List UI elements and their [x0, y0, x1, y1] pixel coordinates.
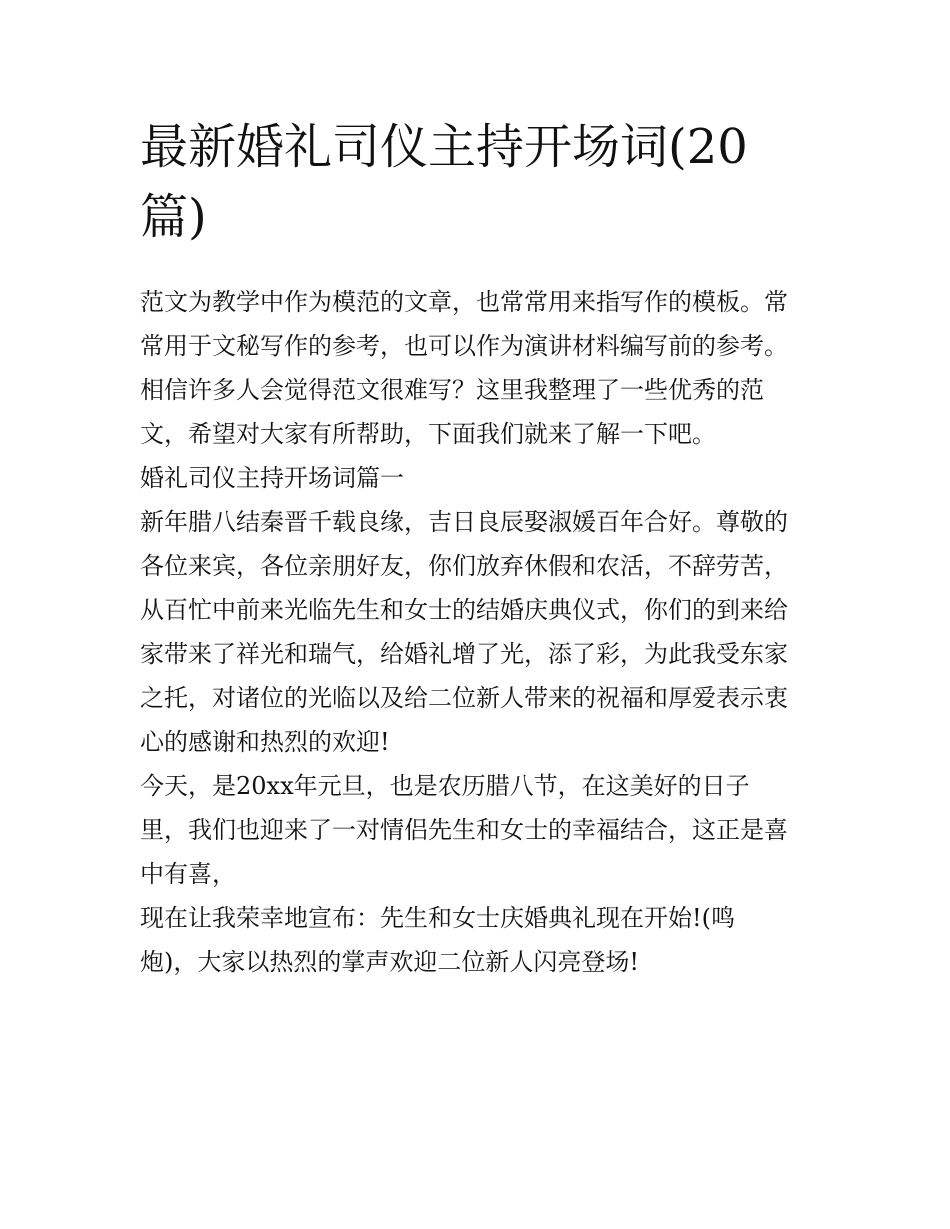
text-line: 常用于文秘写作的参考，也可以作为演讲材料编写前的参考。: [140, 332, 788, 360]
paragraph-2: [140, 764, 820, 896]
text-line: 各位来宾，各位亲朋好友，你们放弃休假和农活，不辞劳苦，: [140, 552, 788, 580]
title-line: 最新婚礼司仪主持开场词(20: [140, 119, 748, 175]
text-line: 今天，是20xx年元旦，也是农历腊八节，在这美好的日子: [140, 772, 750, 800]
title-line: 篇): [140, 189, 207, 245]
text-line: 中有喜，: [140, 860, 236, 888]
text-line: 炮)，大家以热烈的掌声欢迎二位新人闪亮登场!: [140, 948, 640, 976]
paragraph-3: [140, 896, 820, 984]
text-line: 新年腊八结秦晋千载良缘，吉日良辰娶淑媛百年合好。尊敬的: [140, 508, 788, 536]
intro-paragraph: [140, 280, 820, 456]
text-line: 范文为教学中作为模范的文章，也常常用来指写作的模板。常: [140, 288, 788, 316]
text-line: 现在让我荣幸地宣布：先生和女士庆婚典礼现在开始!(鸣: [140, 904, 736, 932]
document-body: [140, 280, 820, 984]
document-title: [140, 112, 820, 252]
section-heading: 婚礼司仪主持开场词篇一: [140, 464, 404, 492]
text-line: 之托，对诸位的光临以及给二位新人带来的祝福和厚爱表示衷: [140, 684, 788, 712]
text-line: 文，希望对大家有所帮助，下面我们就来了解一下吧。: [140, 420, 716, 448]
text-line: 相信许多人会觉得范文很难写？这里我整理了一些优秀的范: [140, 376, 764, 404]
text-line: 从百忙中前来光临先生和女士的结婚庆典仪式，你们的到来给: [140, 596, 788, 624]
text-line: 心的感谢和热烈的欢迎!: [140, 728, 390, 756]
text-line: 里，我们也迎来了一对情侣先生和女士的幸福结合，这正是喜: [140, 816, 788, 844]
paragraph-1: [140, 500, 820, 764]
text-line: 家带来了祥光和瑞气，给婚礼增了光，添了彩，为此我受东家: [140, 640, 788, 668]
